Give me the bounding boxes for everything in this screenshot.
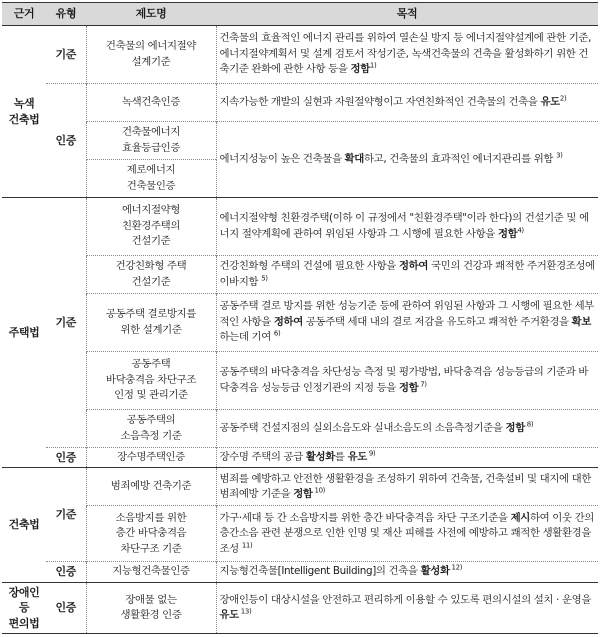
header-row [2, 3, 598, 26]
header-type: 유형 [46, 3, 86, 26]
table-row [2, 84, 598, 122]
system-name: 소음방지를 위한 층간 바닥충격음 차단구조 기준 [86, 506, 216, 562]
header-law: 근거 [2, 3, 46, 26]
system-name: 제로에너지 건축물인증 [86, 160, 216, 198]
table-row [2, 582, 598, 633]
purpose-text: 공동주택의 바닥충격음 차단성능 측정 및 평가방법, 바닥충격음 성능등급의 기준과 바닥충격음 성능등급 인정기관의 지정 등을 정함 $^{7)}$ [216, 352, 598, 410]
type-standard: 기준 [46, 26, 86, 84]
system-name: 장수명주택인증 [86, 448, 216, 468]
law-housing: 주택법 [2, 198, 46, 468]
type-certification: 인증 [46, 84, 86, 198]
table-row [2, 256, 598, 294]
law-green: 녹색 건축법 [2, 26, 46, 198]
purpose-text: 장수명 주택의 공급 활성화를 유도 $^{9)}$ [216, 448, 598, 468]
table-row [2, 506, 598, 562]
table-row [2, 468, 598, 506]
type-certification: 인증 [46, 448, 86, 468]
table-row [2, 122, 598, 160]
regulation-table [2, 2, 598, 634]
purpose-text: 건강친화형 주택의 건설에 필요한 사항을 정하여 국민의 건강과 쾌적한 주거환경조성에 이바지함 $^{5)}$ [216, 256, 598, 294]
system-name: 공동주택 결로방지를 위한 설계기준 [86, 294, 216, 352]
purpose-text: 공동주택 건설지점의 실외소음도와 실내소음도의 소음측정기준을 정함 $^{8)}$ [216, 410, 598, 448]
system-name: 범죄예방 건축기준 [86, 468, 216, 506]
system-name: 공동주택 바닥충격음 차단구조 인정 및 관리기준 [86, 352, 216, 410]
purpose-text: 지속가능한 개발의 실현과 자원절약형이고 자연친화적인 건축물의 건축을 유도$^{2)}$ [216, 84, 598, 122]
system-name: 공동주택의 소음측정 기준 [86, 410, 216, 448]
law-disability: 장애인등 편의법 [2, 582, 46, 633]
purpose-text: 장애인등이 대상시설을 안전하고 편리하게 이용할 수 있도록 편의시설의 설치 · 운영을 유도 $^{13)}$ [216, 582, 598, 633]
header-purpose: 목적 [216, 3, 598, 26]
system-name: 에너지절약형 친환경주택의 건설기준 [86, 198, 216, 256]
purpose-text: 가구·세대 등 간 소음방지를 위한 층간 바닥충격음 차단 구조기준을 제시하여 이웃 간의 층간소음 관련 분쟁으로 인한 인명 및 재산 피해를 사전에 예방하고 쾌적한 생활환경을 조성 $^{11)}$ [216, 506, 598, 562]
type-certification: 인증 [46, 582, 86, 633]
system-name: 건축물의 에너지절약 설계기준 [86, 26, 216, 84]
table-row [2, 294, 598, 352]
purpose-text: 공동주택 결로 방지를 위한 성능기준 등에 관하여 위임된 사항과 그 시행에 필요한 세부적인 사항을 정하여 공동주택 세대 내의 결로 저감을 유도하고 쾌적한 주거환경을 확보하는데 기여 $^{6)}$ [216, 294, 598, 352]
type-certification: 인증 [46, 562, 86, 582]
system-name: 녹색건축인증 [86, 84, 216, 122]
table-row [2, 448, 598, 468]
type-standard: 기준 [46, 468, 86, 562]
header-system: 제도명 [86, 3, 216, 26]
purpose-text: 범죄를 예방하고 안전한 생활환경을 조성하기 위하여 건축물, 건축설비 및 대지에 대한 범죄예방 기준을 정함 $^{10)}$ [216, 468, 598, 506]
table-row [2, 26, 598, 84]
table-row [2, 198, 598, 256]
table-row [2, 410, 598, 448]
purpose-text: 에너지절약형 친환경주택(이하 이 규정에서 "친환경주택"이라 한다)의 건설기준 및 에너지 절약계획에 관하여 위임된 사항과 그 시행에 필요한 사항을 정함$^{4)}$ [216, 198, 598, 256]
purpose-text: 지능형건축물[Intelligent Building]의 건축을 활성화 $^{12)}$ [216, 562, 598, 582]
system-name: 건축물에너지 효율등급인증 [86, 122, 216, 160]
law-building: 건축법 [2, 468, 46, 582]
type-standard: 기준 [46, 198, 86, 448]
system-name: 지능형건축물인증 [86, 562, 216, 582]
table-row [2, 562, 598, 582]
system-name: 장애물 없는 생활환경 인증 [86, 582, 216, 633]
system-name: 건강친화형 주택 건설기준 [86, 256, 216, 294]
purpose-text: 건축물의 효율적인 에너지 관리를 위하여 열손실 방지 등 에너지절약설계에 관한 기준, 에너지절약계획서 및 설계 검토서 작성기준, 녹색건축물의 건축을 활성화하기 위한 건축기준 완화에 관한 사항 등을 정함$^{1)}$ [216, 26, 598, 84]
purpose-text: 에너지성능이 높은 건축물을 확대하고, 건축물의 효과적인 에너지관리를 위함 $^{3)}$ [216, 122, 598, 198]
table-row [2, 352, 598, 410]
